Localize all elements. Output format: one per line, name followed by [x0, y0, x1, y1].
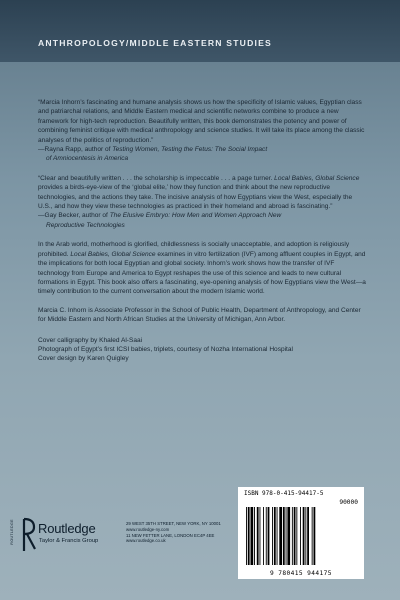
- quote-text: “Marcia Inhorn’s fascinating and humane analysis shows us how the specificity of Islamic values, Egyptian class and patriarchal relations, and Middle Eastern medical and scientific networks combine to produce a new framework for high-tech reproduction. Beautifully written, this book demonstrates the potency and power of combining feminist critique with medical anthropology and science studies. It will take its place among the classic analyses of the politics of reproduction.”: [38, 99, 365, 144]
- endorsement-rapp: [38, 98, 366, 164]
- credit-line: Cover design by Karen Quigley: [38, 355, 129, 363]
- barcode-icon: [244, 507, 358, 565]
- credit-line: Photograph of Egypt’s first ICSI babies, triplets, courtesy of Nozha International Hospital: [38, 345, 293, 353]
- cover-text: [38, 98, 366, 364]
- book-description: In the Arab world, motherhood is glorified, childlessness is socially unacceptable, and adoption is religiously prohibited. Local Babies, Global Science examines in vitro fertilization (IVF) among affluent couples in Egypt, and the implications for both local Egyptian and global society. Inhorn’s work shows how the transfer of IVF technology from Europe and America to Egypt reshapes the use of this science and leads to new cultural formations in Egypt. This book also offers a fascinating, eye-opening analysis of how Egyptians view the West—a timely contribution to the current conversation about the modern Islamic world.: [38, 241, 366, 296]
- cover-credits: [38, 336, 366, 364]
- quote-attribution-title: Reproductive Technologies: [46, 221, 125, 229]
- address-line: www.routledge.co.uk: [126, 538, 166, 544]
- address-line: www.routledge-ny.com: [126, 526, 170, 532]
- publisher-block: [10, 515, 234, 559]
- address-line: 11 NEW FETTER LANE, LONDON EC4P 4EE: [126, 532, 215, 538]
- top-band: [0, 0, 400, 62]
- address-line: 29 WEST 35TH STREET, NEW YORK, NY 10001: [126, 521, 221, 526]
- publisher-side-text: ROUTLEDGE: [10, 519, 14, 545]
- isbn-number: ISBN 978-0-415-94417-5: [244, 490, 324, 497]
- endorsement-becker: [38, 174, 366, 230]
- category-label: ANTHROPOLOGY/MIDDLE EASTERN STUDIES: [38, 38, 272, 48]
- routledge-logo-icon: [20, 515, 40, 555]
- author-bio: Marcia C. Inhorn is Associate Professor in the School of Public Health, Department of Anthropology, and Center for Middle Eastern and North African Studies at the University of Michigan, Ann Arbor.: [38, 306, 361, 324]
- publisher-group: Taylor & Francis Group: [39, 538, 99, 544]
- quote-attribution: —Gay Becker, author of The Elusive Embryo: How Men and Women Approach New: [38, 212, 282, 220]
- publisher-name: Routledge: [38, 521, 96, 536]
- quote-text: “Clear and beautifully written . . . the scholarship is impeccable . . . a page turner. Local Babies, Global Science provides a birds-eye-view of the ‘global elite,’ how they function and think about the new reproductive technologies, and the actions they take. The incisive analysis of how Egyptians view the West, especially the U.S., and how they view these technologies as practiced in their homeland and abroad is fascinating.”: [38, 174, 360, 211]
- quote-attribution-title: of Amniocentesis in America: [46, 155, 129, 163]
- quote-attribution: —Rayna Rapp, author of Testing Women, Testing the Fetus: The Social Impact: [38, 146, 268, 154]
- publisher-addresses: [126, 521, 246, 544]
- price-code: 90000: [339, 499, 358, 506]
- credit-line: Cover calligraphy by Khaled Al-Saai: [38, 336, 143, 344]
- barcode-panel: [238, 487, 364, 579]
- barcode-digits: 9 780415 944175: [270, 570, 332, 577]
